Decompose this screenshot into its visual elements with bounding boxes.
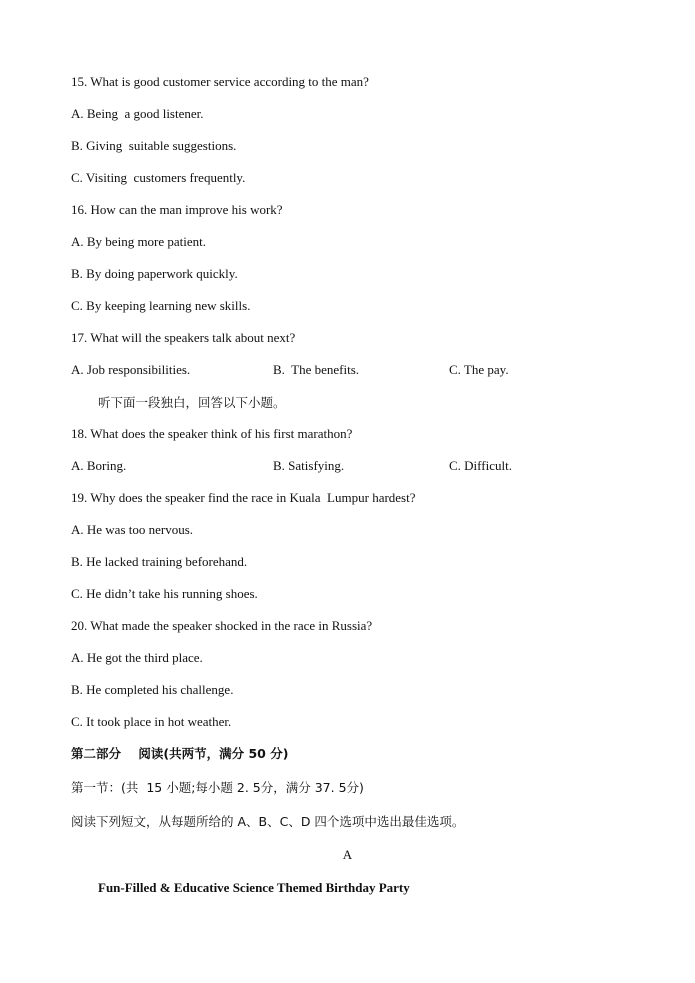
option-15-b: B. Giving suitable suggestions. (71, 138, 237, 153)
passage-letter: A (342, 847, 353, 862)
option-19-b: B. He lacked training beforehand. (71, 554, 248, 569)
question-19: 19. Why does the speaker find the race in Kuala Lumpur hardest? (71, 490, 416, 505)
option-18-b: B. Satisfying. (273, 458, 345, 473)
option-15-a: A. Being a good listener. (71, 106, 204, 121)
option-17-b: B. The benefits. (273, 362, 360, 377)
option-20-c: C. It took place in hot weather. (71, 714, 232, 729)
part2-heading: 第二部分 阅读(共两节，满分 50 分) (71, 746, 289, 761)
section1-heading: 第一节：(共 15 小题;每小题 2. 5分，满分 37. 5分) (71, 780, 364, 795)
question-16: 16. How can the man improve his work? (71, 202, 283, 217)
question-20: 20. What made the speaker shocked in the race in Russia? (71, 618, 373, 633)
question-18: 18. What does the speaker think of his first marathon? (71, 426, 353, 441)
option-16-b: B. By doing paperwork quickly. (71, 266, 238, 281)
option-16-c: C. By keeping learning new skills. (71, 298, 251, 313)
option-16-a: A. By being more patient. (71, 234, 207, 249)
option-20-a: A. He got the third place. (71, 650, 203, 665)
passage-title: Fun-Filled & Educative Science Themed Birthday Party (98, 880, 410, 895)
option-15-c: C. Visiting customers frequently. (71, 170, 246, 185)
question-17: 17. What will the speakers talk about next? (71, 330, 296, 345)
option-17-c: C. The pay. (449, 362, 509, 377)
option-20-b: B. He completed his challenge. (71, 682, 234, 697)
reading-instruction: 阅读下列短文，从每题所给的 A、B、C、D 四个选项中选出最佳选项。 (71, 814, 465, 829)
option-17-a: A. Job responsibilities. (71, 362, 191, 377)
question-15: 15. What is good customer service according to the man? (71, 74, 369, 89)
option-18-c: C. Difficult. (449, 458, 512, 473)
monologue-instruction: 听下面一段独白，回答以下小题。 (98, 395, 286, 410)
option-19-c: C. He didn’t take his running shoes. (71, 586, 258, 601)
option-19-a: A. He was too nervous. (71, 522, 194, 537)
option-18-a: A. Boring. (71, 458, 127, 473)
